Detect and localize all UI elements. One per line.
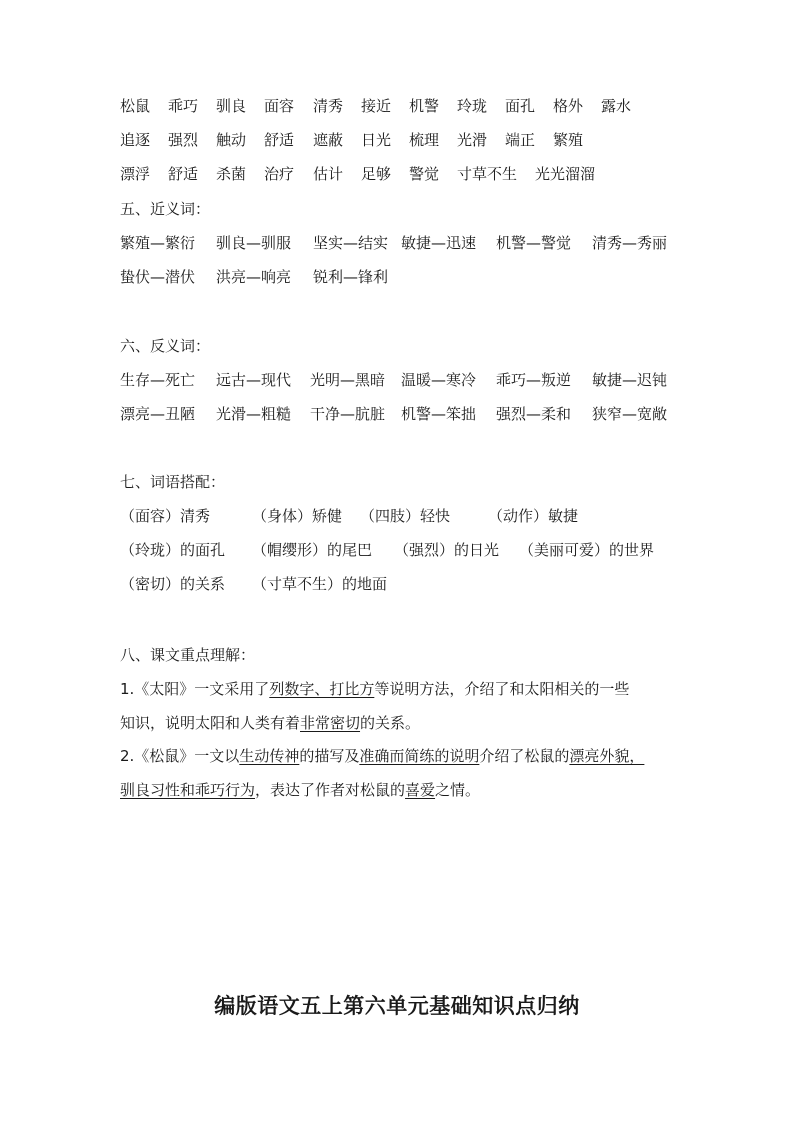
vocab-word: 端正 — [505, 131, 536, 149]
synonym-pair: 洪亮—响亮 — [216, 268, 292, 286]
vocab-word: 面容 — [264, 97, 295, 115]
antonyms-heading: 六、反义词： — [120, 337, 211, 355]
vocab-word: 松鼠 — [120, 97, 151, 115]
vocab-word: 梳理 — [409, 131, 440, 149]
vocab-word: 清秀 — [313, 97, 344, 115]
synonym-pair: 清秀—秀丽 — [592, 234, 668, 252]
antonym-pair: 强烈—柔和 — [496, 405, 572, 423]
antonym-pair: 狭窄—宽敞 — [592, 405, 668, 423]
underlined-text: 喜爱 — [405, 781, 436, 799]
antonym-pair: 生存—死亡 — [120, 371, 196, 389]
text-run: 的描写及 — [299, 747, 360, 765]
vocab-word: 警觉 — [409, 165, 440, 183]
vocab-word: 光滑 — [457, 131, 488, 149]
collocation: （美丽可爱）的世界 — [519, 541, 655, 559]
synonyms-heading: 五、近义词： — [120, 200, 211, 218]
collocation: （强烈）的日光 — [394, 541, 500, 559]
antonym-pair: 远古—现代 — [216, 371, 292, 389]
key-points-heading: 八、课文重点理解： — [120, 646, 256, 664]
vocab-word: 遮蔽 — [313, 131, 344, 149]
key-point-1-line-1 — [120, 679, 629, 699]
underlined-text: 生动传神 — [239, 747, 300, 765]
collocation: （四肢）轻快 — [360, 507, 451, 525]
antonym-pair: 敏捷—迟钝 — [592, 371, 668, 389]
antonym-pair: 乖巧—叛逆 — [496, 371, 572, 389]
underlined-text: 列数字、打比方 — [269, 680, 375, 698]
synonym-pair: 锐利—锋利 — [313, 268, 389, 286]
text-run: 介绍了松鼠的 — [479, 747, 570, 765]
vocab-word: 足够 — [361, 165, 392, 183]
vocab-word: 舒适 — [264, 131, 295, 149]
vocab-word: 乖巧 — [168, 97, 199, 115]
vocab-word: 玲珑 — [457, 97, 488, 115]
key-point-2-line-2 — [120, 780, 480, 800]
collocation: （玲珑）的面孔 — [120, 541, 226, 559]
document-title: 编版语文五上第六单元基础知识点归纳 — [214, 994, 580, 1018]
vocab-word: 杀菌 — [216, 165, 247, 183]
antonym-pair: 光滑—粗糙 — [216, 405, 292, 423]
vocab-word: 漂浮 — [120, 165, 151, 183]
synonym-pair: 繁殖—繁衍 — [120, 234, 196, 252]
vocab-word: 光光溜溜 — [535, 165, 596, 183]
vocab-word: 露水 — [601, 97, 632, 115]
vocab-word: 日光 — [361, 131, 392, 149]
vocab-word: 机警 — [409, 97, 440, 115]
text-run: 2.《松鼠》一文以 — [120, 747, 240, 765]
vocab-word: 估计 — [313, 165, 344, 183]
vocab-word: 驯良 — [216, 97, 247, 115]
text-run: 知识，说明太阳和人类有着 — [120, 714, 301, 732]
text-run: 的关系。 — [360, 714, 421, 732]
collocation: （帽缨形）的尾巴 — [252, 541, 373, 559]
vocab-word: 追逐 — [120, 131, 151, 149]
vocab-word: 舒适 — [168, 165, 199, 183]
text-run: 等说明方法，介绍了和太阳相关的一些 — [374, 680, 630, 698]
antonym-pair: 光明—黑暗 — [310, 371, 386, 389]
underlined-text: 非常密切 — [300, 714, 361, 732]
vocab-word: 强烈 — [168, 131, 199, 149]
vocab-word: 触动 — [216, 131, 247, 149]
vocab-word: 繁殖 — [553, 131, 584, 149]
key-point-2-line-1 — [120, 746, 644, 766]
vocab-word: 治疗 — [264, 165, 295, 183]
vocab-word: 面孔 — [505, 97, 536, 115]
vocab-word: 接近 — [361, 97, 392, 115]
vocab-word: 寸草不生 — [457, 165, 518, 183]
antonym-pair: 温暖—寒冷 — [401, 371, 477, 389]
collocation: （面容）清秀 — [120, 507, 211, 525]
underlined-text: 准确而简练的说明 — [359, 747, 480, 765]
synonym-pair: 敏捷—迅速 — [401, 234, 477, 252]
collocation: （动作）敏捷 — [488, 507, 579, 525]
underlined-text: 漂亮外貌， — [569, 747, 645, 765]
synonym-pair: 驯良—驯服 — [216, 234, 292, 252]
text-run: ，表达了作者对松鼠的 — [255, 781, 406, 799]
key-point-1-line-2 — [120, 713, 420, 733]
collocation: （身体）矫健 — [252, 507, 343, 525]
vocab-word: 格外 — [553, 97, 584, 115]
collocation: （密切）的关系 — [120, 575, 226, 593]
underlined-text: 驯良习性和乖巧行为 — [120, 781, 256, 799]
text-run: 之情。 — [435, 781, 481, 799]
collocations-heading: 七、词语搭配： — [120, 473, 226, 491]
antonym-pair: 漂亮—丑陋 — [120, 405, 196, 423]
synonym-pair: 机警—警觉 — [496, 234, 572, 252]
antonym-pair: 干净—肮脏 — [310, 405, 386, 423]
antonym-pair: 机警—笨拙 — [401, 405, 477, 423]
collocation: （寸草不生）的地面 — [252, 575, 388, 593]
synonym-pair: 蛰伏—潜伏 — [120, 268, 196, 286]
synonym-pair: 坚实—结实 — [313, 234, 389, 252]
text-run: 1.《太阳》一文采用了 — [120, 680, 270, 698]
